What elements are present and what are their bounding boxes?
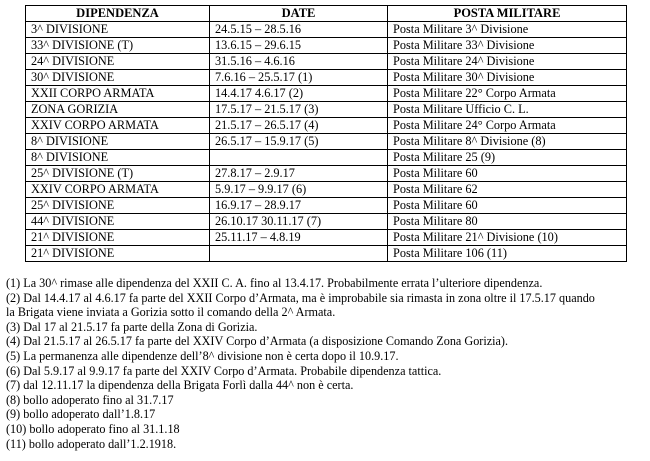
cell-dipendenza: 33^ DIVISIONE (T)	[26, 38, 210, 54]
cell-posta-militare: Posta Militare 60	[388, 166, 627, 182]
dependency-table	[25, 5, 627, 262]
cell-date	[210, 150, 388, 166]
footnote-line: (9) bollo adoperato dall’1.8.17	[6, 407, 156, 422]
table-row	[26, 22, 627, 38]
table-row	[26, 54, 627, 70]
cell-date: 26.5.17 – 15.9.17 (5)	[210, 134, 388, 150]
cell-dipendenza: XXIV CORPO ARMATA	[26, 182, 210, 198]
cell-posta-militare: Posta Militare 21^ Divisione (10)	[388, 230, 627, 246]
cell-posta-militare: Posta Militare 30^ Divisione	[388, 70, 627, 86]
cell-date: 21.5.17 – 26.5.17 (4)	[210, 118, 388, 134]
cell-dipendenza: 8^ DIVISIONE	[26, 150, 210, 166]
cell-posta-militare: Posta Militare 25 (9)	[388, 150, 627, 166]
footnote-line: (4) Dal 21.5.17 al 26.5.17 fa parte del XXIV Corpo d’Armata (a disposizione Comando Zona Gorizia).	[6, 334, 509, 349]
footnotes	[6, 276, 646, 451]
cell-posta-militare: Posta Militare 60	[388, 198, 627, 214]
footnote-line: (1) La 30^ rimase alle dipendenza del XXII C. A. fino al 13.4.17. Probabilmente errata l’ulteriore dipendenza.	[6, 276, 543, 290]
cell-posta-militare: Posta Militare 33^ Divisione	[388, 38, 627, 54]
column-header-dipendenza: DIPENDENZA	[26, 6, 210, 22]
table-row	[26, 102, 627, 118]
footnote-line: (7) dal 12.11.17 la dipendenza della Brigata Forlì dalla 44^ non è certa.	[6, 378, 354, 393]
cell-date: 16.9.17 – 28.9.17	[210, 198, 388, 214]
cell-date: 31.5.16 – 4.6.16	[210, 54, 388, 70]
footnote-line: (5) La permanenza alle dipendenze dell’8^ divisione non è certa dopo il 10.9.17.	[6, 348, 399, 363]
cell-posta-militare: Posta Militare 80	[388, 214, 627, 230]
column-header-date: DATE	[210, 6, 388, 22]
table-row	[26, 166, 627, 182]
cell-date: 26.10.17 30.11.17 (7)	[210, 214, 388, 230]
cell-dipendenza: 8^ DIVISIONE	[26, 134, 210, 150]
table-row	[26, 118, 627, 134]
cell-dipendenza: XXIV CORPO ARMATA	[26, 118, 210, 134]
table-row	[26, 86, 627, 102]
table-row	[26, 38, 627, 54]
cell-posta-militare: Posta Militare 22° Corpo Armata	[388, 86, 627, 102]
cell-date: 7.6.16 – 25.5.17 (1)	[210, 70, 388, 86]
cell-posta-militare: Posta Militare 62	[388, 182, 627, 198]
table-row	[26, 214, 627, 230]
cell-dipendenza: 21^ DIVISIONE	[26, 246, 210, 262]
footnote-line: (11) bollo adoperato dall’1.2.1918.	[6, 436, 177, 451]
table-row	[26, 150, 627, 166]
table-row	[26, 198, 627, 214]
table-row	[26, 182, 627, 198]
footnote-line: (8) bollo adoperato fino al 31.7.17	[6, 392, 174, 407]
table-row	[26, 70, 627, 86]
cell-date: 13.6.15 – 29.6.15	[210, 38, 388, 54]
cell-dipendenza: 3^ DIVISIONE	[26, 22, 210, 38]
table-row	[26, 134, 627, 150]
cell-dipendenza: 30^ DIVISIONE	[26, 70, 210, 86]
table-row	[26, 230, 627, 246]
cell-date: 27.8.17 – 2.9.17	[210, 166, 388, 182]
cell-dipendenza: 24^ DIVISIONE	[26, 54, 210, 70]
cell-dipendenza: XXII CORPO ARMATA	[26, 86, 210, 102]
cell-date	[210, 246, 388, 262]
cell-dipendenza: ZONA GORIZIA	[26, 102, 210, 118]
footnote-line: la Brigata viene inviata a Gorizia sotto il comando della 2^ Armata.	[6, 305, 336, 320]
table-row	[26, 246, 627, 262]
cell-date: 25.11.17 – 4.8.19	[210, 230, 388, 246]
column-header-posta-militare: POSTA MILITARE	[388, 6, 627, 22]
cell-date: 24.5.15 – 28.5.16	[210, 22, 388, 38]
footnote-line: (2) Dal 14.4.17 al 4.6.17 fa parte del XXII Corpo d’Armata, ma è improbabile sia rimasta in zona oltre il 17.5.17 quando	[6, 290, 595, 305]
cell-date: 14.4.17 4.6.17 (2)	[210, 86, 388, 102]
cell-dipendenza: 44^ DIVISIONE	[26, 214, 210, 230]
cell-posta-militare: Posta Militare 8^ Divisione (8)	[388, 134, 627, 150]
footnote-line: (3) Dal 17 al 21.5.17 fa parte della Zona di Gorizia.	[6, 319, 258, 334]
cell-dipendenza: 25^ DIVISIONE	[26, 198, 210, 214]
cell-posta-militare: Posta Militare 3^ Divisione	[388, 22, 627, 38]
cell-posta-militare: Posta Militare 24° Corpo Armata	[388, 118, 627, 134]
table-header-row	[26, 6, 627, 22]
cell-dipendenza: 21^ DIVISIONE	[26, 230, 210, 246]
cell-posta-militare: Posta Militare 106 (11)	[388, 246, 627, 262]
cell-date: 5.9.17 – 9.9.17 (6)	[210, 182, 388, 198]
cell-posta-militare: Posta Militare Ufficio C. L.	[388, 102, 627, 118]
cell-posta-militare: Posta Militare 24^ Divisione	[388, 54, 627, 70]
cell-dipendenza: 25^ DIVISIONE (T)	[26, 166, 210, 182]
cell-date: 17.5.17 – 21.5.17 (3)	[210, 102, 388, 118]
footnote-line: (6) Dal 5.9.17 al 9.9.17 fa parte del XXIV Corpo d’Armata. Probabile dipendenza tattica.	[6, 363, 442, 378]
footnote-line: (10) bollo adoperato fino al 31.1.18	[6, 421, 180, 436]
